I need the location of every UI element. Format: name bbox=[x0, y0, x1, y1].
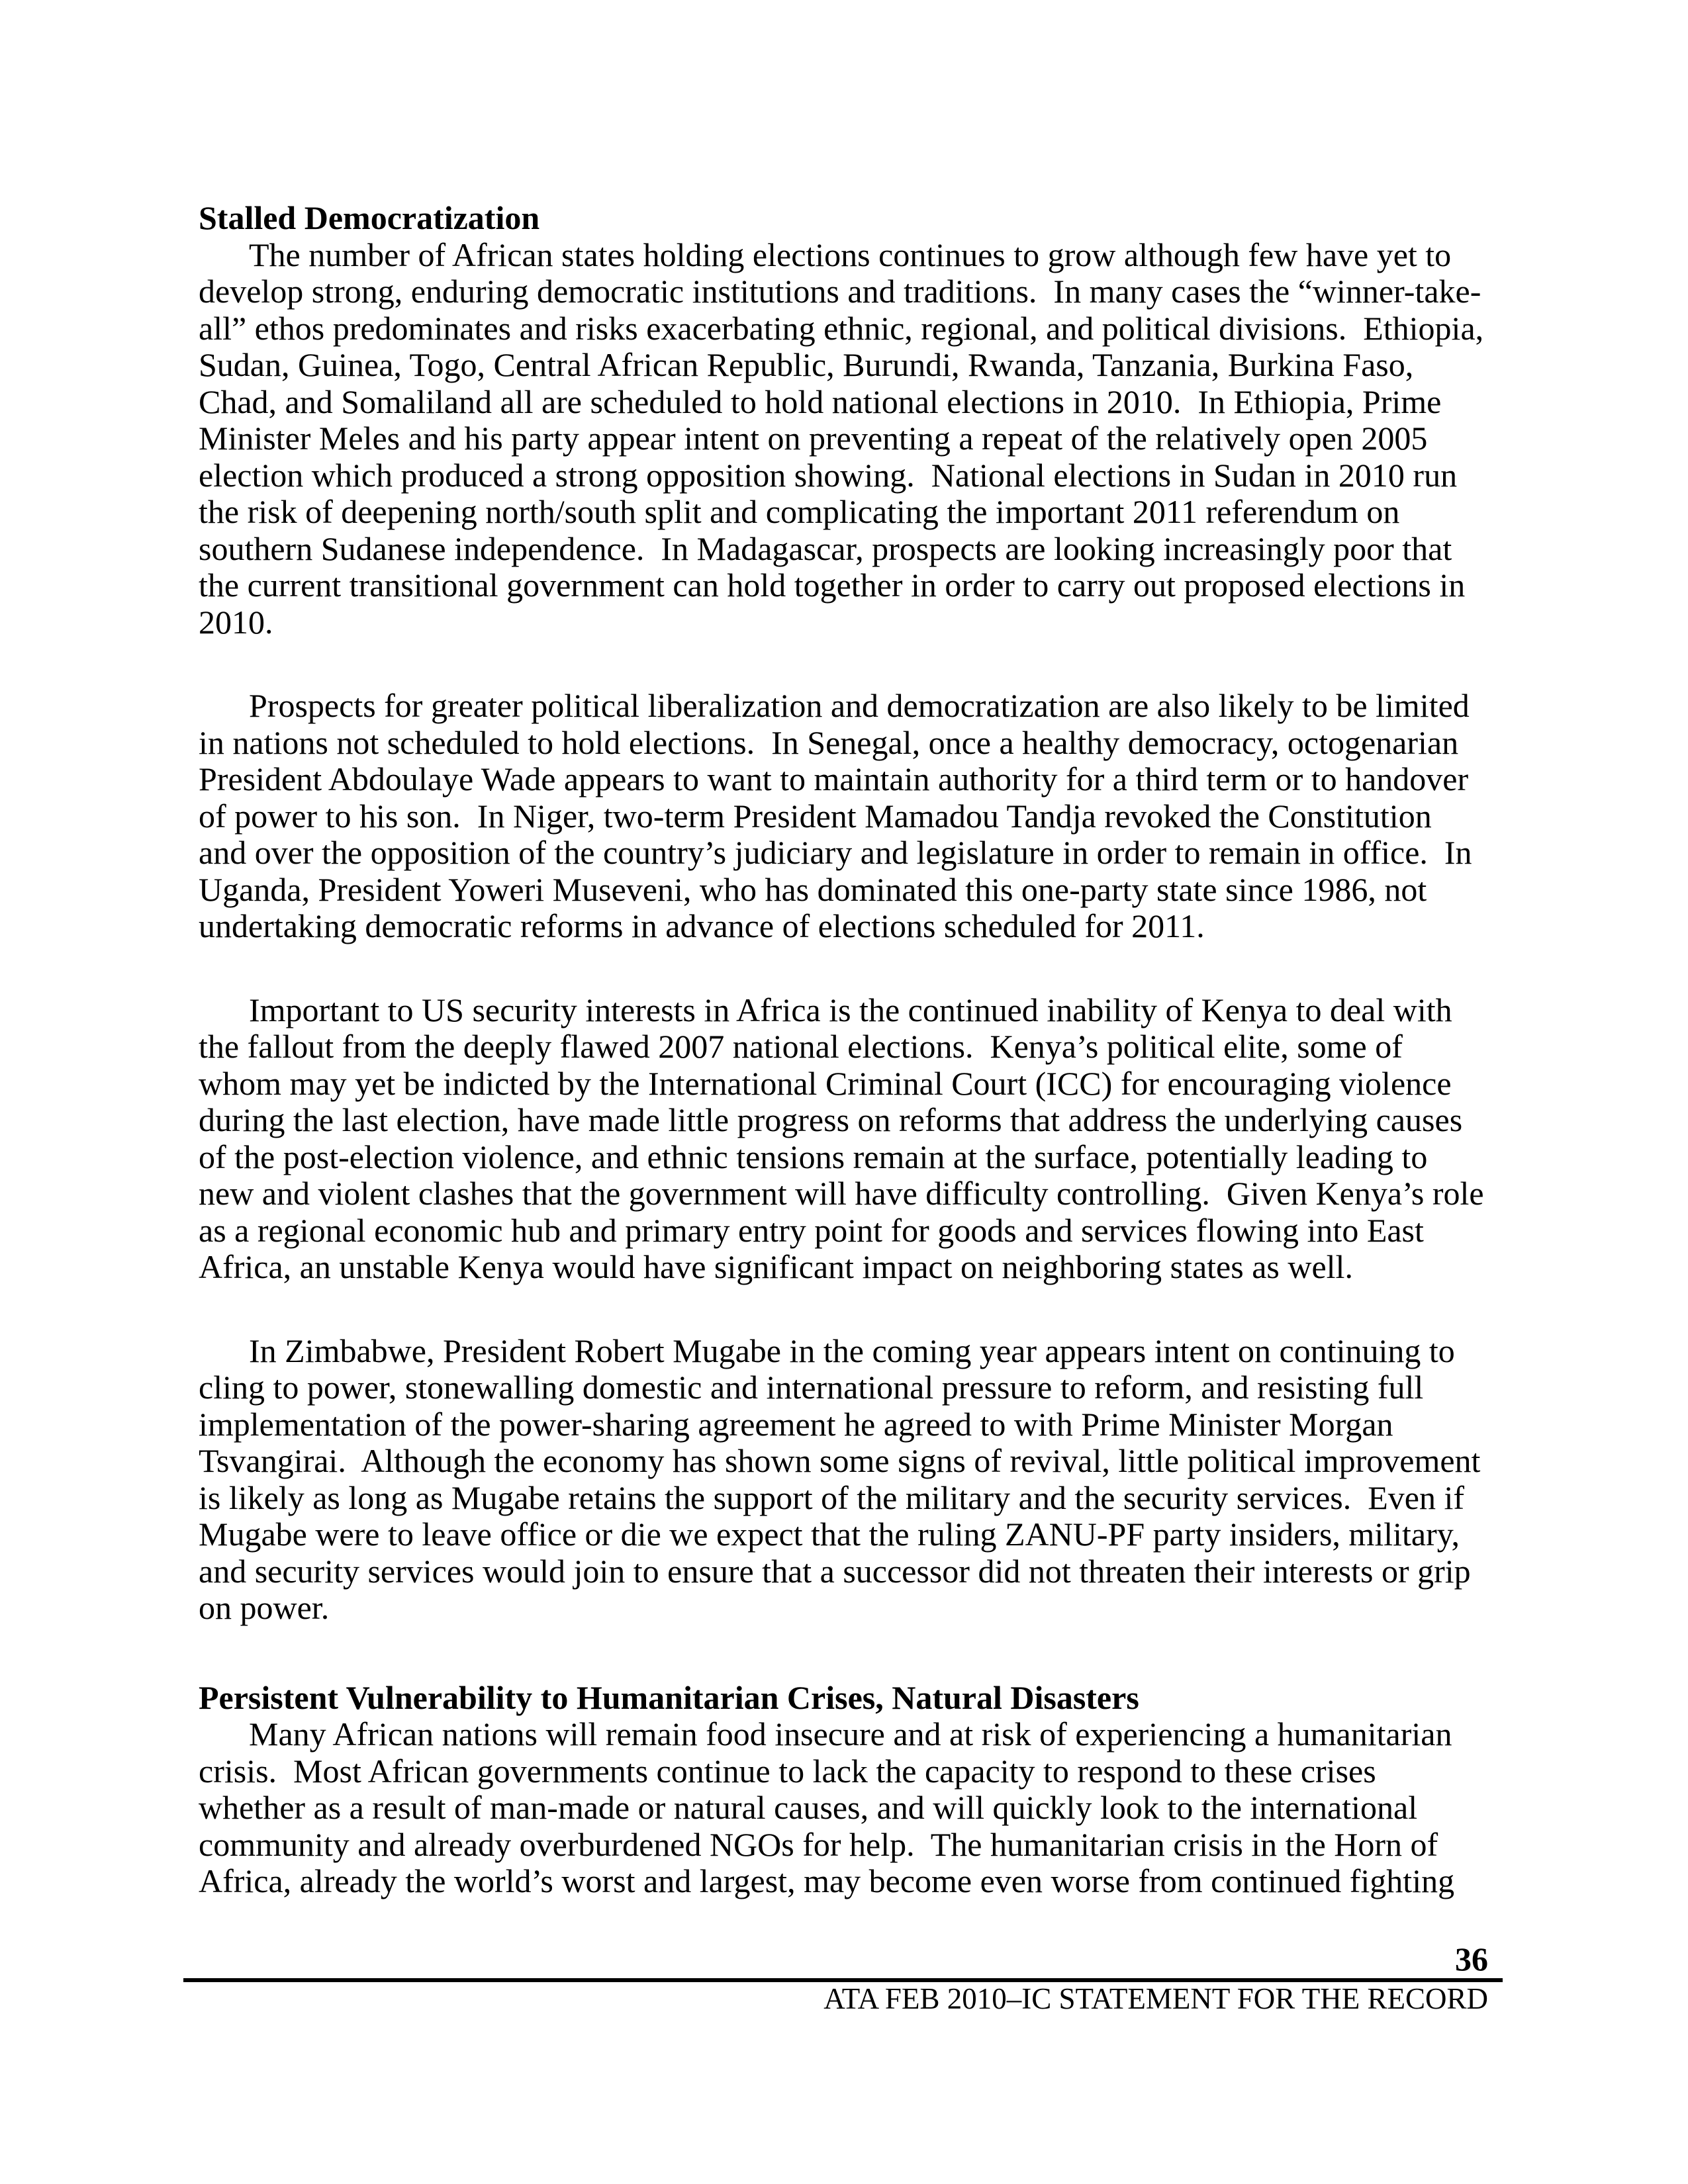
text-line: The number of African states holding elections continues to grow although few have yet to bbox=[249, 236, 1452, 273]
text-line: Chad, and Somaliland all are scheduled to hold national elections in 2010. In Ethiopia, Prime bbox=[199, 383, 1442, 420]
text-line: Uganda, President Yoweri Museveni, who has dominated this one-party state since 1986, not bbox=[199, 870, 1427, 908]
section bbox=[199, 200, 1496, 1627]
text-line: President Abdoulaye Wade appears to want to maintain authority for a third term or to handover bbox=[199, 760, 1469, 797]
text-line: the fallout from the deeply flawed 2007 national elections. Kenya’s political elite, some of bbox=[199, 1028, 1403, 1065]
text-line: as a regional economic hub and primary entry point for goods and services flowing into East bbox=[199, 1211, 1424, 1249]
text-line: southern Sudanese independence. In Madagascar, prospects are looking increasingly poor that bbox=[199, 529, 1452, 567]
text-line: implementation of the power-sharing agreement he agreed to with Prime Minister Morgan bbox=[199, 1405, 1393, 1443]
paragraph bbox=[199, 688, 1496, 945]
text-line: In Zimbabwe, President Robert Mugabe in the coming year appears intent on continuing to bbox=[249, 1332, 1455, 1369]
text-line: undertaking democratic reforms in advance of elections scheduled for 2011. bbox=[199, 907, 1205, 944]
text-line: the risk of deepening north/south split and complicating the important 2011 referendum on bbox=[199, 493, 1400, 530]
document-body bbox=[199, 200, 1496, 1900]
page-number: 36 bbox=[183, 1941, 1503, 1982]
text-line: Africa, an unstable Kenya would have significant impact on neighboring states as well. bbox=[199, 1248, 1353, 1285]
text-line: of the post-election violence, and ethnic tensions remain at the surface, potentially leading to bbox=[199, 1138, 1428, 1175]
text-line: on power. bbox=[199, 1589, 330, 1626]
text-line: cling to power, stonewalling domestic and international pressure to reform, and resisting full bbox=[199, 1369, 1424, 1406]
text-line: crisis. Most African governments continue to lack the capacity to respond to these crises bbox=[199, 1752, 1376, 1790]
footer-text: ATA FEB 2010–IC STATEMENT FOR THE RECORD bbox=[823, 1981, 1488, 2015]
text-line: Important to US security interests in Africa is the continued inability of Kenya to deal with bbox=[249, 991, 1452, 1028]
text-line: whether as a result of man-made or natural causes, and will quickly look to the international bbox=[199, 1789, 1418, 1826]
text-line: Sudan, Guinea, Togo, Central African Republic, Burundi, Rwanda, Tanzania, Burkina Faso, bbox=[199, 346, 1414, 383]
text-line: and security services would join to ensure that a successor did not threaten their interests or grip bbox=[199, 1552, 1471, 1590]
text-line: Tsvangirai. Although the economy has shown some signs of revival, little political improvement bbox=[199, 1442, 1481, 1479]
text-line: Africa, already the world’s worst and largest, may become even worse from continued fighting bbox=[199, 1862, 1455, 1899]
text-line: whom may yet be indicted by the International Criminal Court (ICC) for encouraging violence bbox=[199, 1064, 1452, 1102]
text-line: 2010. bbox=[199, 603, 273, 641]
text-line: Minister Meles and his party appear intent on preventing a repeat of the relatively open 2005 bbox=[199, 420, 1428, 457]
text-line: Mugabe were to leave office or die we expect that the ruling ZANU-PF party insiders, military, bbox=[199, 1516, 1460, 1553]
text-line: the current transitional government can hold together in order to carry out proposed elections in bbox=[199, 567, 1466, 604]
text-line: of power to his son. In Niger, two-term President Mamadou Tandja revoked the Constitution bbox=[199, 797, 1432, 835]
text-line: election which produced a strong opposition showing. National elections in Sudan in 2010 run bbox=[199, 456, 1458, 494]
text-line: new and violent clashes that the government will have difficulty controlling. Given Kenya’s role bbox=[199, 1175, 1484, 1212]
section bbox=[199, 1680, 1496, 1900]
section-heading: Stalled Democratization bbox=[199, 199, 540, 236]
text-line: during the last election, have made little progress on reforms that address the underlying causes bbox=[199, 1101, 1463, 1138]
section-heading: Persistent Vulnerability to Humanitarian Crises, Natural Disasters bbox=[199, 1678, 1139, 1716]
text-line: in nations not scheduled to hold elections. In Senegal, once a healthy democracy, octogenarian bbox=[199, 723, 1459, 761]
paragraph bbox=[199, 1333, 1496, 1627]
text-line: community and already overburdened NGOs for help. The humanitarian crisis in the Horn of bbox=[199, 1825, 1438, 1863]
text-line: develop strong, enduring democratic institutions and traditions. In many cases the “winner-take- bbox=[199, 273, 1481, 310]
text-line: Many African nations will remain food insecure and at risk of experiencing a humanitarian bbox=[249, 1715, 1452, 1752]
text-line: Prospects for greater political liberalization and democratization are also likely to be limited bbox=[249, 687, 1470, 724]
paragraph bbox=[199, 1716, 1496, 1900]
paragraph bbox=[199, 992, 1496, 1286]
text-line: is likely as long as Mugabe retains the support of the military and the security services. Even if bbox=[199, 1479, 1465, 1516]
paragraph bbox=[199, 237, 1496, 641]
page-footer bbox=[183, 1941, 1503, 2015]
text-line: and over the opposition of the country’s judiciary and legislature in order to remain in office. In bbox=[199, 834, 1472, 871]
text-line: all” ethos predominates and risks exacerbating ethnic, regional, and political divisions. Ethiopia, bbox=[199, 309, 1484, 347]
